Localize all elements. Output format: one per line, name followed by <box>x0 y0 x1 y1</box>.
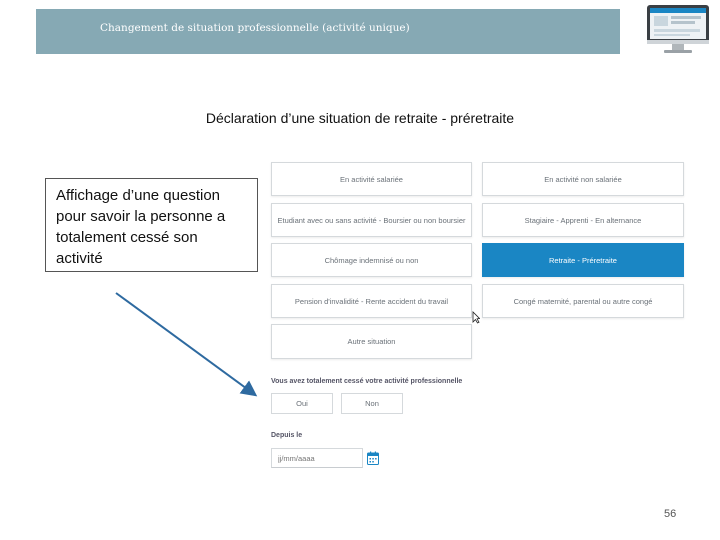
calendar-icon[interactable] <box>367 451 379 465</box>
since-label: Depuis le <box>271 432 303 439</box>
option-non-salariee[interactable]: En activité non salariée <box>482 162 684 196</box>
monitor-icon <box>644 4 712 54</box>
header-title: Changement de situation professionnelle (activité unique) <box>100 22 410 34</box>
option-retraite[interactable]: Retraite - Préretraite <box>482 243 684 277</box>
header-bar <box>36 9 620 54</box>
option-etudiant[interactable]: Etudiant avec ou sans activité - Boursier ou non boursier <box>271 203 472 237</box>
option-chomage[interactable]: Chômage indemnisé ou non <box>271 243 472 277</box>
callout-box: Affichage d’une question pour savoir la personne a totalement cessé son activité <box>45 178 258 272</box>
option-salariee[interactable]: En activité salariée <box>271 162 472 196</box>
option-pension[interactable]: Pension d'invalidité - Rente accident du travail <box>271 284 472 318</box>
question-label: Vous avez totalement cessé votre activité professionnelle <box>271 378 463 385</box>
option-conge[interactable]: Congé maternité, parental ou autre congé <box>482 284 684 318</box>
option-stagiaire[interactable]: Stagiaire - Apprenti - En alternance <box>482 203 684 237</box>
date-input[interactable] <box>271 448 363 468</box>
no-button[interactable]: Non <box>341 393 403 414</box>
slide-title: Déclaration d’une situation de retraite - préretraite <box>205 110 515 126</box>
yes-button[interactable]: Oui <box>271 393 333 414</box>
mouse-cursor-icon <box>472 311 480 324</box>
option-autre[interactable]: Autre situation <box>271 324 472 359</box>
page-number: 56 <box>664 508 677 520</box>
